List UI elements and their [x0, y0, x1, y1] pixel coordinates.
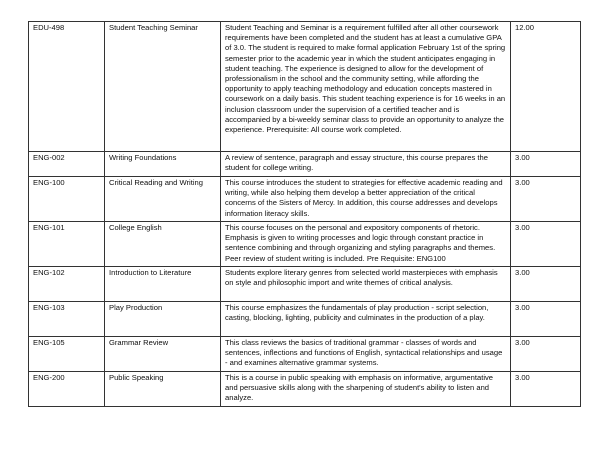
course-description: This is a course in public speaking with emphasis on informative, argumentative and persuasive skills along with the sharpening of student's ability to listen and analyze.: [221, 372, 511, 407]
course-title: Grammar Review: [105, 337, 221, 372]
course-title: Writing Foundations: [105, 152, 221, 177]
course-credits: 3.00: [511, 302, 581, 337]
course-code: ENG-101: [29, 222, 105, 267]
table-row: [29, 337, 581, 372]
table-row: [29, 152, 581, 177]
table-row: [29, 302, 581, 337]
table-row: [29, 267, 581, 302]
course-credits: 3.00: [511, 372, 581, 407]
course-code: ENG-105: [29, 337, 105, 372]
table-row: [29, 222, 581, 267]
course-title: Critical Reading and Writing: [105, 177, 221, 222]
course-credits: 3.00: [511, 177, 581, 222]
course-description: This course introduces the student to strategies for effective academic reading and writing, while also helping them develop a better appreciation of the critical concerns of the Sisters of Mercy. In addition, this course addresses and develops information literacy skills.: [221, 177, 511, 222]
course-title: Student Teaching Seminar: [105, 22, 221, 152]
course-code: ENG-100: [29, 177, 105, 222]
course-code: ENG-102: [29, 267, 105, 302]
table-row: [29, 372, 581, 407]
course-description: This course focuses on the personal and expository components of rhetoric. Emphasis is given to writing processes and logic through constant practice in sentence combining and through organizing and styling paragraphs and themes. Peer review of student writing is included. Pre Requisite: ENG100: [221, 222, 511, 267]
course-credits: 12.00: [511, 22, 581, 152]
course-title: College English: [105, 222, 221, 267]
course-credits: 3.00: [511, 337, 581, 372]
course-description: Students explore literary genres from selected world masterpieces with emphasis on style and philosophic import and write themes of critical analysis.: [221, 267, 511, 302]
course-description: Student Teaching and Seminar is a requirement fulfilled after all other coursework requirements have been completed and the student has at least a cumulative GPA of 3.0. The student is required to make formal application February 1st of the spring semester prior to the academic year in which the student anticipates engaging in student teaching. The experience is designed to allow for the development of professionalism in the school and the community setting, while affording the opportunity to apply teaching methodology and education concepts mastered in coursework on a daily basis. This student teaching experience is for 16 weeks in an inclusion classroom under the supervision of a certified teacher and is accompanied by a bi-weekly seminar class to provide an opportunity to analyze the experience. Prerequisite: All course work completed.: [221, 22, 511, 152]
course-description: A review of sentence, paragraph and essay structure, this course prepares the student for college writing.: [221, 152, 511, 177]
table-row: [29, 22, 581, 152]
course-credits: 3.00: [511, 267, 581, 302]
course-table: [28, 21, 581, 407]
course-title: Introduction to Literature: [105, 267, 221, 302]
course-credits: 3.00: [511, 152, 581, 177]
course-title: Play Production: [105, 302, 221, 337]
course-description: This course emphasizes the fundamentals of play production - script selection, casting, blocking, lighting, publicity and culminates in the production of a play.: [221, 302, 511, 337]
course-code: EDU-498: [29, 22, 105, 152]
course-code: ENG-200: [29, 372, 105, 407]
course-description: This class reviews the basics of traditional grammar - classes of words and sentences, inflections and functions of English, syntactical relationships and usage - and examines alternative grammar systems.: [221, 337, 511, 372]
course-code: ENG-002: [29, 152, 105, 177]
course-code: ENG-103: [29, 302, 105, 337]
table-row: [29, 177, 581, 222]
course-credits: 3.00: [511, 222, 581, 267]
course-title: Public Speaking: [105, 372, 221, 407]
